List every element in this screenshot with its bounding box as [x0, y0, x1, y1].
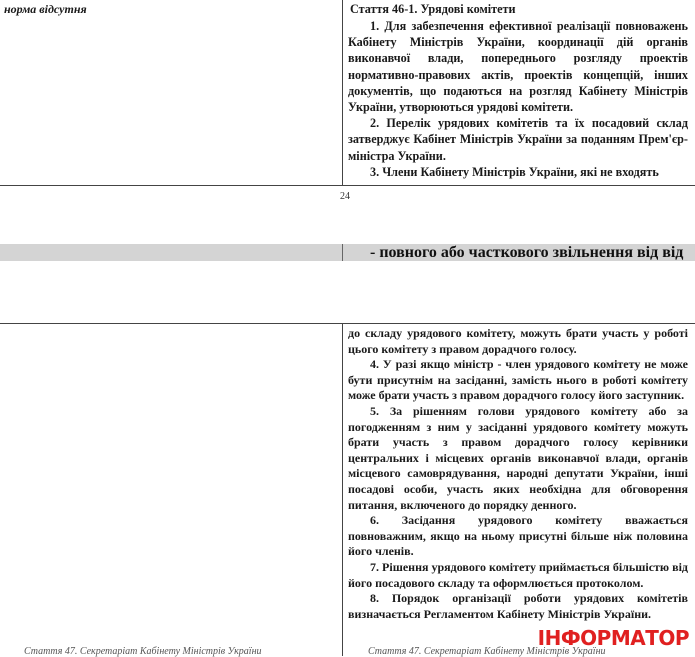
bottom-table-top-border: [0, 323, 695, 324]
left-column-label: норма відсутня: [4, 2, 87, 16]
paragraph-8: 8. Порядок організації роботи урядових комітетів визначається Регламентом Кабінету Міністрів України.: [348, 591, 688, 621]
paragraph-3: 3. Члени Кабінету Міністрів України, які не входять: [370, 164, 659, 179]
paragraph-2: 2. Перелік урядових комітетів та їх посадовий склад затверджує Кабінет Міністрів України за поданням Прем'єр-міністра України.: [348, 116, 688, 163]
banner-text: - повного або часткового звільнення від від: [370, 244, 684, 261]
paragraph-7: 7. Рішення урядового комітету приймається більшістю від його посадового складу та оформлюється протоколом.: [348, 559, 688, 590]
top-article-body: [348, 18, 688, 180]
top-table-divider: [342, 0, 343, 186]
bottom-cut-right: Стаття 47. Секретаріат Кабінету Міністрів України: [368, 646, 606, 657]
article-title: Стаття 46-1. Урядові комітети: [350, 2, 516, 16]
bottom-cut-left: Стаття 47. Секретаріат Кабінету Міністрів України: [24, 646, 262, 657]
page-number: 24: [340, 191, 350, 202]
informator-watermark-logo: ІНФОРМАТОР: [537, 626, 689, 650]
paragraph-6: 6. Засідання урядового комітету вважається повноважним, якщо на ньому присутні більше ніж половина його членів.: [348, 513, 688, 559]
top-table-bottom-border: [0, 185, 695, 186]
paragraph-1: 1. Для забезпечення ефективної реалізації повноважень Кабінету Міністрів України, координації дій органів виконавчої влади, попереднього розгляду проектів нормативно-правових актів, проектів концепцій, інших документів, що подаються на розгляд Кабінету Міністрів України, утворюються урядові комітети.: [348, 19, 688, 115]
paragraph-4: 4. У разі якщо міністр - член урядового комітету не може бути присутнім на засіданні, замість нього в роботі комітету може брати участь з правом дорадчого голосу його заступник.: [348, 357, 688, 403]
banner-divider: [342, 244, 343, 261]
paragraph-5: 5. За рішенням голови урядового комітету або за погодженням з ним у засіданні урядового комітету можуть брати участь з правом дорадчого голосу керівники центральних і місцевих органів виконавчої влади, органів місцевого самоврядування, народні депутати України, інші посадові особи, участь яких необхідна для обговорення питання, включеного до порядку денного.: [348, 403, 688, 512]
paragraph-3-cont: до складу урядового комітету, можуть брати участь у роботі цього комітету з правом дорадчого голосу.: [348, 326, 688, 356]
bottom-table-divider: [342, 323, 343, 656]
bottom-article-body: [348, 326, 688, 622]
